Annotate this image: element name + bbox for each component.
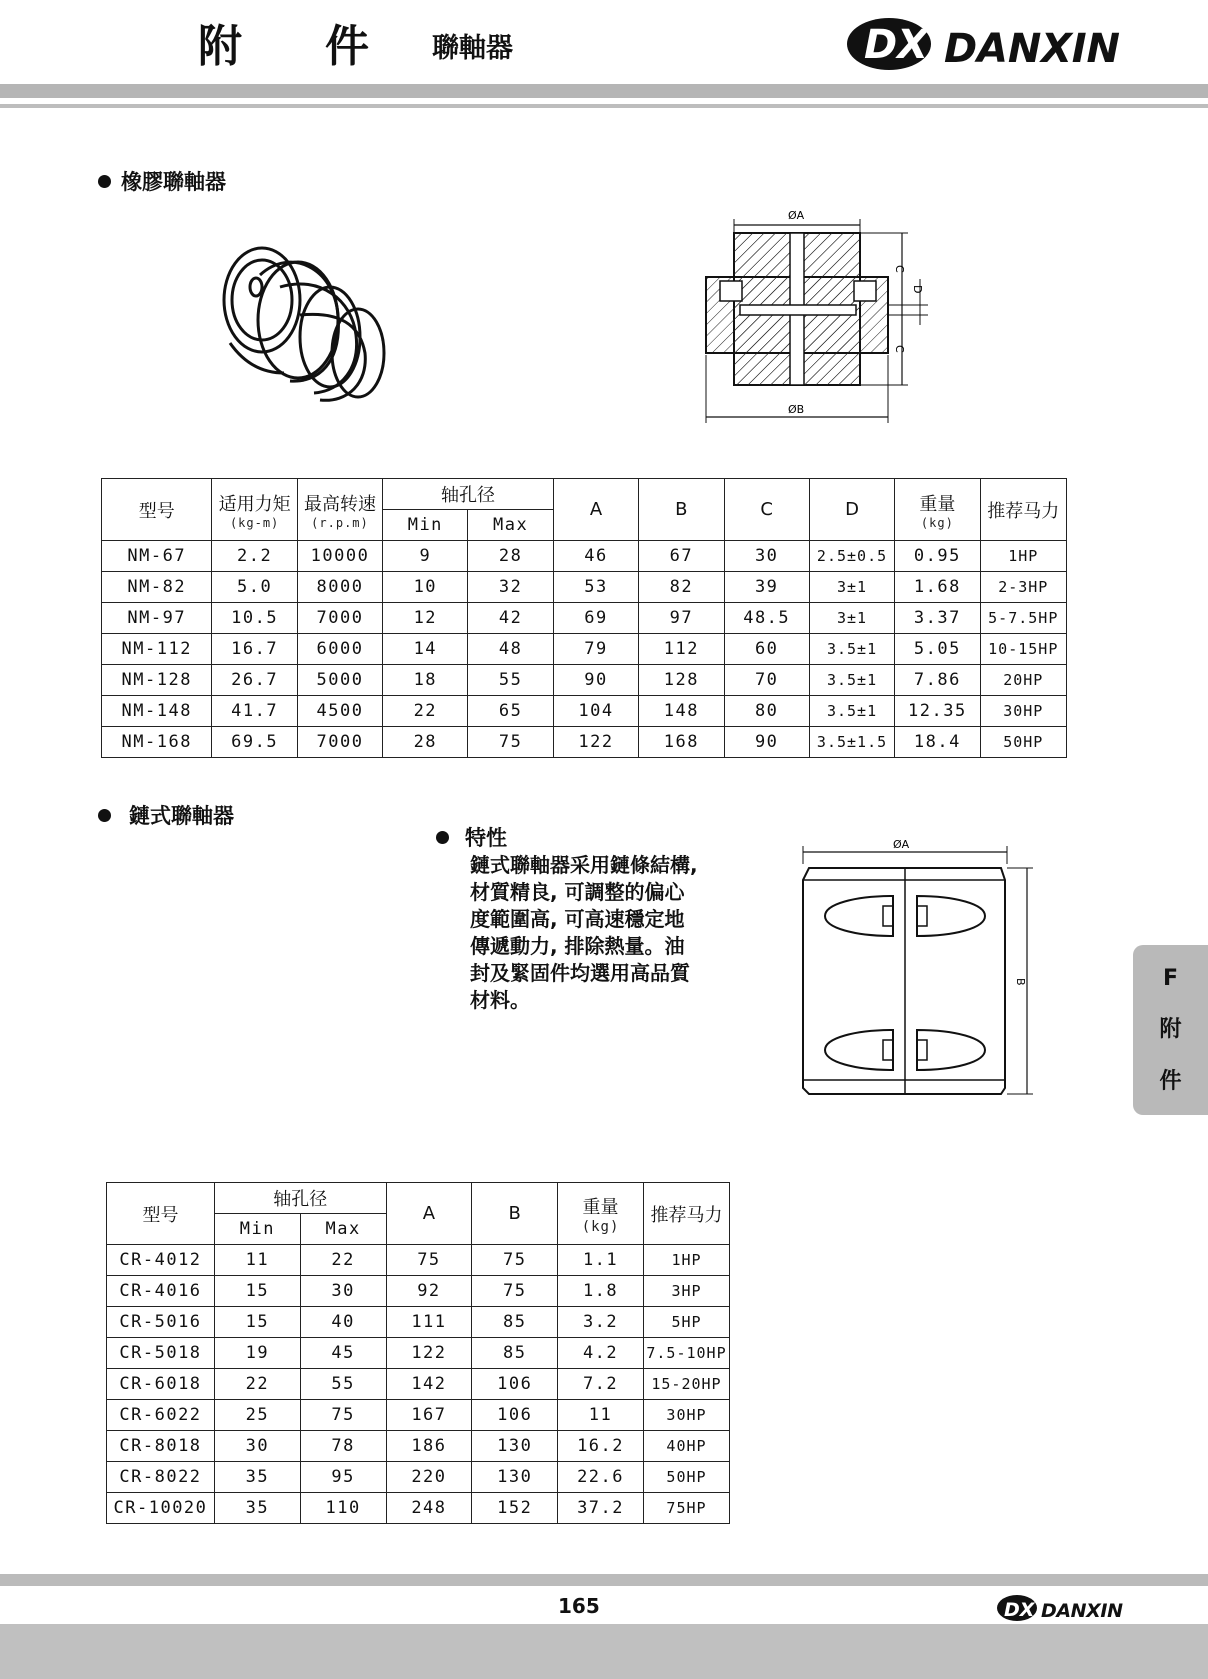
col-header-min: Min — [383, 510, 468, 541]
cell-power: 1HP — [643, 1245, 729, 1276]
cell-torque: 16.7 — [212, 634, 297, 665]
cell-model: CR-4012 — [107, 1245, 215, 1276]
cell-power: 2-3HP — [980, 572, 1066, 603]
cell-b: 85 — [472, 1338, 558, 1369]
cell-max: 95 — [300, 1462, 386, 1493]
cell-c: 80 — [724, 696, 809, 727]
cell-model: CR-6022 — [107, 1400, 215, 1431]
table-row — [102, 572, 1067, 603]
rubber-coupling-table — [101, 478, 1067, 758]
cell-power: 10-15HP — [980, 634, 1066, 665]
cell-d: 2.5±0.5 — [809, 541, 894, 572]
cell-b: 128 — [639, 665, 724, 696]
cell-min: 10 — [383, 572, 468, 603]
cell-max: 48 — [468, 634, 553, 665]
side-tab-char1: 附 — [1159, 1016, 1182, 1042]
cell-power: 50HP — [980, 727, 1066, 758]
cell-weight: 7.2 — [558, 1369, 644, 1400]
cell-a: 104 — [553, 696, 638, 727]
cell-a: 111 — [386, 1307, 472, 1338]
cell-a: 142 — [386, 1369, 472, 1400]
cell-weight: 4.2 — [558, 1338, 644, 1369]
cell-b: 75 — [472, 1276, 558, 1307]
cell-b: 106 — [472, 1400, 558, 1431]
cell-a: 248 — [386, 1493, 472, 1524]
cell-max: 75 — [468, 727, 553, 758]
dim-label-b: B — [1014, 978, 1027, 986]
table-row — [107, 1276, 730, 1307]
cell-model: NM-128 — [102, 665, 212, 696]
cell-power: 40HP — [643, 1431, 729, 1462]
cell-power: 20HP — [980, 665, 1066, 696]
cell-weight: 1.68 — [895, 572, 980, 603]
cell-torque: 69.5 — [212, 727, 297, 758]
cell-max: 28 — [468, 541, 553, 572]
cell-power: 75HP — [643, 1493, 729, 1524]
cell-model: CR-8018 — [107, 1431, 215, 1462]
features-text — [470, 852, 760, 1014]
cell-b: 112 — [639, 634, 724, 665]
cell-power: 5-7.5HP — [980, 603, 1066, 634]
cell-a: 79 — [553, 634, 638, 665]
chain-coupling-heading — [98, 800, 234, 830]
col-header-power: 推荐马力 — [980, 479, 1066, 541]
cell-min: 14 — [383, 634, 468, 665]
header-title-char1: 附 — [198, 21, 244, 72]
col-header-model: 型号 — [102, 479, 212, 541]
cell-model: CR-5016 — [107, 1307, 215, 1338]
cell-b: 67 — [639, 541, 724, 572]
cell-max: 40 — [300, 1307, 386, 1338]
cell-speed: 8000 — [297, 572, 382, 603]
rubber-coupling-section-diagram — [690, 205, 940, 435]
dim-label-a: ØA — [788, 209, 805, 222]
col-header-weight: 重量 (kg) — [558, 1183, 644, 1245]
cell-d: 3.5±1.5 — [809, 727, 894, 758]
cell-max: 42 — [468, 603, 553, 634]
cell-max: 78 — [300, 1431, 386, 1462]
cell-weight: 1.1 — [558, 1245, 644, 1276]
cell-min: 25 — [214, 1400, 300, 1431]
cell-weight: 0.95 — [895, 541, 980, 572]
cell-b: 130 — [472, 1462, 558, 1493]
cell-power: 7.5-10HP — [643, 1338, 729, 1369]
cell-a: 186 — [386, 1431, 472, 1462]
cell-b: 85 — [472, 1307, 558, 1338]
section-side-tab — [1133, 945, 1208, 1115]
table-row — [107, 1431, 730, 1462]
table-row — [102, 665, 1067, 696]
cell-weight: 11 — [558, 1400, 644, 1431]
cell-weight: 3.2 — [558, 1307, 644, 1338]
chain-coupling-table — [106, 1182, 730, 1524]
cell-max: 55 — [468, 665, 553, 696]
chain-coupling-diagram — [795, 840, 1035, 1100]
cell-max: 45 — [300, 1338, 386, 1369]
cell-b: 148 — [639, 696, 724, 727]
header-band — [0, 84, 1208, 98]
cell-min: 35 — [214, 1462, 300, 1493]
col-header-model: 型号 — [107, 1183, 215, 1245]
cell-c: 39 — [724, 572, 809, 603]
footer-logo-text: DANXIN — [1041, 1600, 1123, 1622]
rubber-coupling-illustration — [210, 245, 410, 425]
rubber-coupling-heading — [98, 166, 226, 196]
table-row — [107, 1493, 730, 1524]
cell-weight: 22.6 — [558, 1462, 644, 1493]
cell-model: CR-8022 — [107, 1462, 215, 1493]
cell-a: 75 — [386, 1245, 472, 1276]
cell-speed: 6000 — [297, 634, 382, 665]
footer-band — [0, 1574, 1208, 1586]
cell-model: CR-4016 — [107, 1276, 215, 1307]
col-header-b: B — [472, 1183, 558, 1245]
cell-min: 11 — [214, 1245, 300, 1276]
cell-power: 30HP — [643, 1400, 729, 1431]
col-header-c: C — [724, 479, 809, 541]
dim-label-d: D — [911, 285, 924, 294]
cell-model: NM-112 — [102, 634, 212, 665]
cell-max: 75 — [300, 1400, 386, 1431]
table-row — [102, 634, 1067, 665]
cell-b: 106 — [472, 1369, 558, 1400]
cell-b: 75 — [472, 1245, 558, 1276]
dim-label-a: ØA — [893, 840, 910, 851]
cell-weight: 5.05 — [895, 634, 980, 665]
features-line: 鏈式聯軸器采用鏈條結構, — [470, 853, 698, 877]
cell-max: 22 — [300, 1245, 386, 1276]
cell-d: 3±1 — [809, 572, 894, 603]
bullet-icon — [98, 809, 111, 822]
cell-b: 168 — [639, 727, 724, 758]
cell-speed: 4500 — [297, 696, 382, 727]
cell-power: 1HP — [980, 541, 1066, 572]
cell-d: 3.5±1 — [809, 665, 894, 696]
cell-power: 50HP — [643, 1462, 729, 1493]
cell-max: 30 — [300, 1276, 386, 1307]
cell-model: CR-5018 — [107, 1338, 215, 1369]
cell-max: 65 — [468, 696, 553, 727]
cell-d: 3.5±1 — [809, 696, 894, 727]
cell-d: 3.5±1 — [809, 634, 894, 665]
cell-a: 122 — [386, 1338, 472, 1369]
cell-min: 22 — [214, 1369, 300, 1400]
table-row — [107, 1400, 730, 1431]
cell-weight: 12.35 — [895, 696, 980, 727]
cell-min: 22 — [383, 696, 468, 727]
cell-b: 130 — [472, 1431, 558, 1462]
cell-a: 92 — [386, 1276, 472, 1307]
cell-min: 30 — [214, 1431, 300, 1462]
cell-a: 90 — [553, 665, 638, 696]
table-row — [102, 696, 1067, 727]
logo-mark: DX — [864, 22, 929, 68]
header-title-char2: 件 — [325, 21, 369, 72]
features-heading-text: 特性 — [465, 826, 507, 850]
cell-model: NM-168 — [102, 727, 212, 758]
cell-torque: 5.0 — [212, 572, 297, 603]
logo-text: DANXIN — [944, 26, 1120, 72]
cell-torque: 41.7 — [212, 696, 297, 727]
col-header-b: B — [639, 479, 724, 541]
cell-min: 28 — [383, 727, 468, 758]
table-row — [102, 603, 1067, 634]
table-row — [107, 1245, 730, 1276]
cell-c: 70 — [724, 665, 809, 696]
cell-model: NM-67 — [102, 541, 212, 572]
dim-label-c-top: C — [893, 265, 906, 273]
cell-speed: 10000 — [297, 541, 382, 572]
footer-logo-mark: DX — [1004, 1599, 1035, 1621]
col-header-speed: 最高转速 (r.p.m) — [297, 479, 382, 541]
col-header-torque: 适用力矩 (kg-m) — [212, 479, 297, 541]
cell-b: 97 — [639, 603, 724, 634]
danxin-logo — [844, 8, 1124, 74]
cell-d: 3±1 — [809, 603, 894, 634]
cell-max: 110 — [300, 1493, 386, 1524]
cell-min: 15 — [214, 1307, 300, 1338]
cell-weight: 1.8 — [558, 1276, 644, 1307]
features-line: 材料。 — [470, 988, 530, 1012]
features-line: 材質精良, 可調整的偏心 — [470, 880, 685, 904]
table-row — [107, 1462, 730, 1493]
cell-speed: 5000 — [297, 665, 382, 696]
cell-torque: 10.5 — [212, 603, 297, 634]
cell-c: 30 — [724, 541, 809, 572]
rubber-heading-text: 橡膠聯軸器 — [121, 170, 226, 194]
cell-a: 122 — [553, 727, 638, 758]
col-header-d: D — [809, 479, 894, 541]
chain-heading-text: 鏈式聯軸器 — [129, 804, 234, 828]
cell-a: 69 — [553, 603, 638, 634]
cell-max: 32 — [468, 572, 553, 603]
table-row — [107, 1369, 730, 1400]
header-subtitle: 聯軸器 — [432, 33, 513, 64]
cell-min: 12 — [383, 603, 468, 634]
cell-max: 55 — [300, 1369, 386, 1400]
col-header-bore: 轴孔径 — [383, 479, 554, 510]
cell-torque: 26.7 — [212, 665, 297, 696]
cell-c: 90 — [724, 727, 809, 758]
cell-c: 60 — [724, 634, 809, 665]
cell-min: 35 — [214, 1493, 300, 1524]
cell-model: CR-6018 — [107, 1369, 215, 1400]
cell-model: CR-10020 — [107, 1493, 215, 1524]
cell-torque: 2.2 — [212, 541, 297, 572]
cell-min: 9 — [383, 541, 468, 572]
cell-b: 82 — [639, 572, 724, 603]
bullet-icon — [98, 175, 111, 188]
col-header-bore: 轴孔径 — [214, 1183, 386, 1214]
col-header-max: Max — [468, 510, 553, 541]
cell-a: 167 — [386, 1400, 472, 1431]
table-row — [102, 727, 1067, 758]
header-rule — [0, 104, 1208, 108]
cell-model: NM-97 — [102, 603, 212, 634]
side-tab-letter: F — [1162, 965, 1179, 991]
side-tab-char2: 件 — [1159, 1068, 1182, 1094]
cell-model: NM-82 — [102, 572, 212, 603]
features-line: 傳遞動力, 排除熱量。油 — [470, 934, 685, 958]
footer-danxin-logo — [995, 1590, 1125, 1624]
table-row — [107, 1307, 730, 1338]
cell-speed: 7000 — [297, 603, 382, 634]
cell-c: 48.5 — [724, 603, 809, 634]
col-header-a: A — [386, 1183, 472, 1245]
dim-label-b: ØB — [788, 403, 805, 416]
cell-model: NM-148 — [102, 696, 212, 727]
col-header-max: Max — [300, 1214, 386, 1245]
cell-weight: 7.86 — [895, 665, 980, 696]
table-row — [107, 1338, 730, 1369]
cell-weight: 16.2 — [558, 1431, 644, 1462]
cell-power: 15-20HP — [643, 1369, 729, 1400]
cell-min: 15 — [214, 1276, 300, 1307]
cell-power: 5HP — [643, 1307, 729, 1338]
cell-weight: 3.37 — [895, 603, 980, 634]
cell-a: 220 — [386, 1462, 472, 1493]
cell-a: 53 — [553, 572, 638, 603]
cell-power: 30HP — [980, 696, 1066, 727]
col-header-power: 推荐马力 — [643, 1183, 729, 1245]
cell-min: 18 — [383, 665, 468, 696]
features-heading — [436, 822, 507, 852]
cell-a: 46 — [553, 541, 638, 572]
table-row — [102, 541, 1067, 572]
footer-bottom-band — [0, 1624, 1208, 1679]
col-header-a: A — [553, 479, 638, 541]
col-header-weight: 重量 (kg) — [895, 479, 980, 541]
cell-weight: 18.4 — [895, 727, 980, 758]
bullet-icon — [436, 831, 449, 844]
cell-power: 3HP — [643, 1276, 729, 1307]
col-header-min: Min — [214, 1214, 300, 1245]
cell-speed: 7000 — [297, 727, 382, 758]
page-number: 165 — [558, 1594, 600, 1618]
cell-b: 152 — [472, 1493, 558, 1524]
dim-label-c-bottom: C — [893, 345, 906, 353]
features-line: 封及緊固件均選用高品質 — [470, 961, 690, 985]
cell-min: 19 — [214, 1338, 300, 1369]
cell-weight: 37.2 — [558, 1493, 644, 1524]
features-line: 度範圍高, 可高速穩定地 — [470, 907, 685, 931]
